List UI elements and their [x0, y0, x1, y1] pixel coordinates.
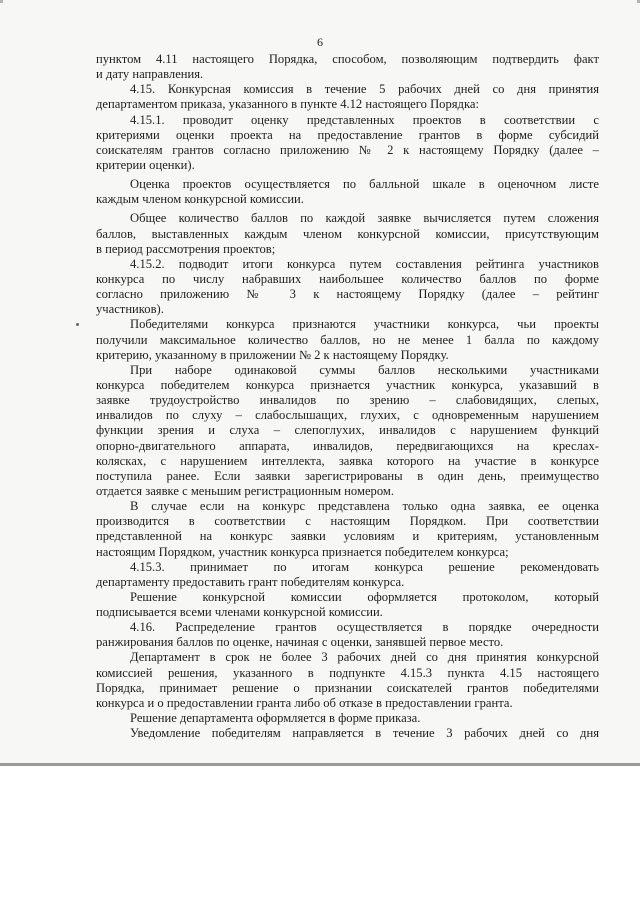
text-line: В случае если на конкурс представлена только одна заявка, ее оценка	[130, 499, 599, 514]
text-line: 4.15.3. принимает по итогам конкурса решение рекомендовать	[130, 559, 599, 574]
page-number: 6	[317, 35, 323, 49]
text-line: поступила ранее. Если заявки зарегистрированы в один день, преимущество	[96, 468, 599, 483]
text-line: 4.15.2. подводит итоги конкурса путем составления рейтинга участников	[130, 256, 599, 271]
text-line: Решение департамента оформляется в форме приказа.	[130, 711, 421, 726]
text-line: конкурса по числу набравших наибольшее количество баллов по форме	[96, 271, 599, 286]
text-line: каждым членом конкурсной комиссии.	[96, 192, 304, 207]
text-line: При наборе одинаковой суммы баллов несколькими участниками	[130, 362, 599, 377]
text-line: конкурса победителем конкурса признается участник конкурса, указавший в	[96, 377, 599, 392]
text-line: представленной на конкурс заявки условиям и критериям, установленным	[96, 529, 599, 544]
text-line: Оценка проектов осуществляется по балльной шкале в оценочном листе	[130, 177, 599, 192]
margin-dot-mark	[76, 323, 79, 326]
text-line: участников).	[96, 302, 164, 317]
text-line: департаменту предоставить грант победителям конкурса.	[96, 574, 405, 589]
text-line: опорно-двигательного аппарата, инвалидов, передвигающихся на креслах-	[96, 438, 599, 453]
text-line: пунктом 4.11 настоящего Порядка, способом, позволяющим подтвердить факт	[96, 52, 599, 66]
text-line: функции зрения и слуха – слепоглухих, инвалидов с нарушением функций	[96, 423, 599, 438]
text-line: колясках, с нарушением интеллекта, заявка которого на участие в конкурсе	[96, 453, 599, 468]
text-line: в период рассмотрения проектов;	[96, 241, 276, 256]
text-line: Порядка, принимает решение о признании соискателей грантов победителями	[96, 680, 599, 695]
text-line: Уведомление победителям направляется в течение 3 рабочих дней со дня	[130, 726, 599, 741]
document-body	[96, 52, 599, 741]
text-line: отдается заявке с меньшим регистрационным номером.	[96, 483, 395, 498]
scan-bottom-edge	[0, 763, 640, 766]
text-line: критерии оценки).	[96, 157, 195, 172]
text-line: соискателям грантов согласно приложению № 2 к настоящему Порядку (далее –	[96, 142, 599, 157]
text-line: критериями оценки проекта на предоставление грантов в форме субсидий	[96, 127, 599, 142]
text-line: инвалидов по слуху – слабослышащих, глухих, с одновременным нарушением	[96, 408, 599, 423]
text-line: 4.15. Конкурсная комиссия в течение 5 рабочих дней со дня принятия	[130, 82, 599, 97]
text-line: критерию, указанному в приложении № 2 к настоящему Порядку.	[96, 347, 449, 362]
text-line: конкурса и о предоставлении гранта либо об отказе в предоставлении гранта.	[96, 695, 513, 710]
text-line: Общее количество баллов по каждой заявке вычисляется путем сложения	[130, 211, 599, 226]
text-line: 4.15.1. проводит оценку представленных проектов в соответствии с	[130, 112, 599, 127]
text-line: 4.16. Распределение грантов осуществляется в порядке очередности	[130, 620, 599, 635]
text-line: и дату направления.	[96, 67, 204, 82]
text-line: баллов, выставленных каждым членом конкурсной комиссии, присутствующим	[96, 226, 599, 241]
text-line: настоящим Порядком, участник конкурса признается победителем конкурса;	[96, 544, 509, 559]
text-line: Решение конкурсной комиссии оформляется протоколом, который	[130, 589, 599, 604]
text-line: департаментом приказа, указанного в пункте 4.12 настоящего Порядка:	[96, 97, 479, 112]
text-line: производится в соответствии с настоящим Порядком. При соответствии	[96, 514, 599, 529]
text-line: Департамент в срок не более 3 рабочих дней со дня принятия конкурсной	[130, 650, 599, 665]
text-line: подписывается всеми членами конкурсной комиссии.	[96, 605, 383, 620]
text-line: Победителями конкурса признаются участники конкурса, чьи проекты	[130, 317, 599, 332]
text-line: комиссией решения, указанного в подпункте 4.15.3 пункта 4.15 настоящего	[96, 665, 599, 680]
text-line: ранжирования баллов по оценке, начиная с оценки, занявшей первое место.	[96, 635, 504, 650]
text-line: согласно приложению № 3 к настоящему Порядку (далее – рейтинг	[96, 287, 599, 302]
text-line: получили максимальное количество баллов, но не менее 1 балла по каждому	[96, 332, 599, 347]
scan-corner-mark	[0, 0, 3, 3]
text-line: заявке трудоустройство инвалидов по зрению – слабовидящих, слепых,	[96, 393, 599, 408]
